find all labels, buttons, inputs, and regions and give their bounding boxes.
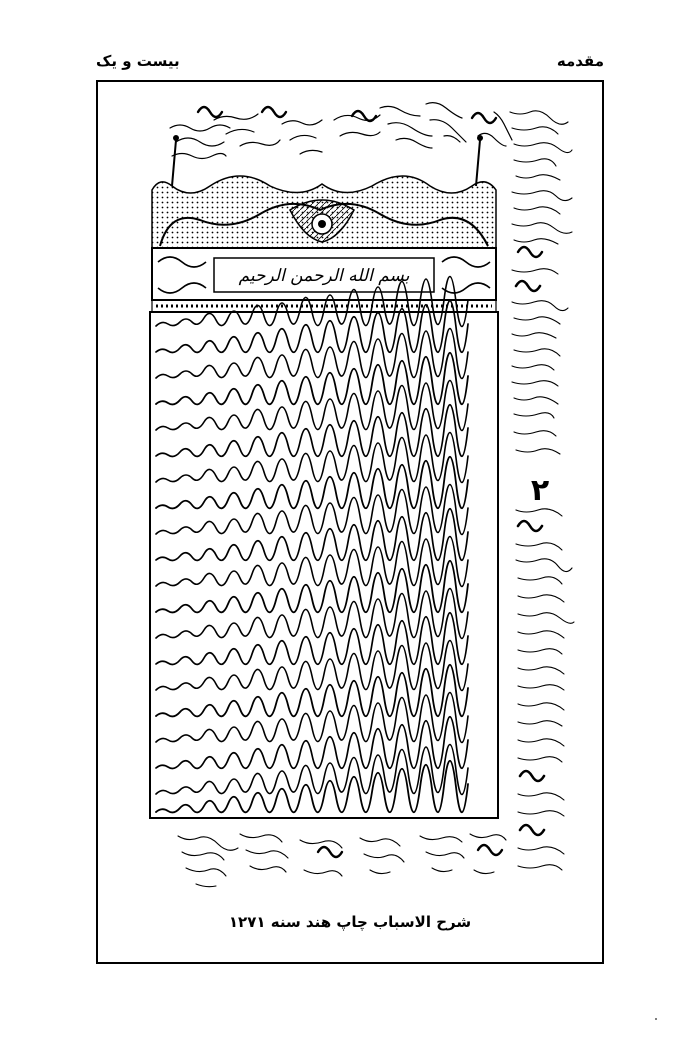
page-number: بیست و یک [96, 52, 180, 70]
basmala-text: بسم الله الرحمن الرحيم [238, 266, 410, 286]
right-margin-notes-upper [510, 111, 572, 454]
figure-caption: شرح الاسباب چاپ هند سنه ۱۲۷۱ [228, 913, 472, 931]
illuminated-headpiece [152, 135, 496, 300]
section-title: مقدمه [556, 52, 604, 70]
top-margin-notes [170, 103, 512, 159]
margin-numeral: ۲ [530, 473, 550, 508]
right-margin-notes-lower [516, 509, 574, 870]
stray-mark [655, 1018, 657, 1020]
main-text-lines [156, 276, 468, 812]
bottom-margin-notes [178, 834, 506, 887]
